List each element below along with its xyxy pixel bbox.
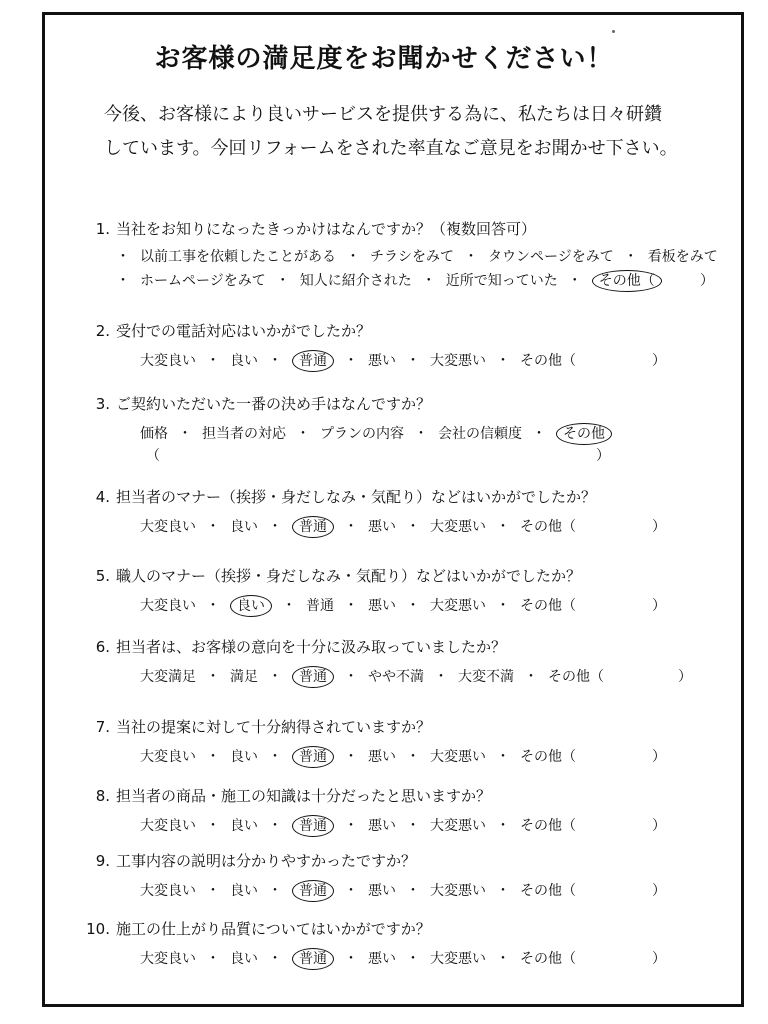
- question-text: 担当者の商品・施工の知識は十分だったと思いますか？: [116, 787, 492, 805]
- option-separator: ・: [524, 669, 538, 685]
- option-separator: ・: [567, 273, 582, 289]
- selected-option[interactable]: 普通: [292, 948, 334, 970]
- option-separator: ・: [496, 951, 510, 967]
- paren-close: ）: [652, 749, 666, 765]
- option-separator: ・: [206, 883, 220, 899]
- option[interactable]: その他（: [520, 883, 576, 899]
- option-separator: ・: [268, 749, 282, 765]
- question-7: [82, 716, 431, 737]
- option[interactable]: 大変良い: [140, 598, 196, 614]
- option-separator: ・: [496, 519, 510, 535]
- option-separator: ・: [206, 353, 220, 369]
- option-row: [140, 595, 576, 615]
- question-text: 担当者は、お客様の意向を十分に汲み取っていましたか？: [116, 638, 507, 656]
- option-separator: ・: [406, 353, 420, 369]
- option[interactable]: 知人に紹介された: [299, 273, 412, 289]
- option[interactable]: ホームページをみて: [140, 273, 266, 289]
- option-separator: ・: [344, 519, 358, 535]
- intro-line-2: しています。今回リフォームをされた率直なご意見をお聞かせ下さい。: [104, 138, 678, 159]
- question-number: 1.: [95, 220, 110, 238]
- question-number: 10.: [86, 920, 110, 938]
- selected-option[interactable]: 普通: [292, 666, 334, 688]
- option-row: [140, 516, 576, 536]
- option[interactable]: 担当者の対応: [202, 426, 286, 442]
- option-separator: ・: [206, 951, 220, 967]
- option[interactable]: 大変良い: [140, 818, 196, 834]
- option[interactable]: その他（: [520, 749, 576, 765]
- question-number: 7.: [95, 718, 110, 736]
- option[interactable]: 良い: [230, 353, 258, 369]
- option-separator: ・: [532, 426, 546, 442]
- option[interactable]: 悪い: [368, 353, 396, 369]
- option-separator: ・: [268, 353, 282, 369]
- option[interactable]: その他（: [520, 598, 576, 614]
- question-number: 2.: [95, 322, 110, 340]
- option-row: [140, 666, 604, 686]
- selected-option[interactable]: 普通: [292, 880, 334, 902]
- option-separator: ・: [434, 669, 448, 685]
- option[interactable]: 普通: [306, 598, 334, 614]
- option-separator: ・: [406, 951, 420, 967]
- option-row: [140, 880, 576, 900]
- option[interactable]: 近所で知っていた: [445, 273, 558, 289]
- option-separator: ・: [344, 818, 358, 834]
- option-separator: ・: [116, 249, 130, 265]
- question-text: 当社の提案に対して十分納得されていますか？: [116, 718, 432, 736]
- option[interactable]: 悪い: [368, 951, 396, 967]
- question-number: 3.: [95, 395, 110, 413]
- option[interactable]: 悪い: [368, 519, 396, 535]
- option[interactable]: その他（: [520, 818, 576, 834]
- option-separator: ・: [268, 669, 282, 685]
- option[interactable]: 大変良い: [140, 353, 196, 369]
- option[interactable]: 看板をみて: [647, 249, 718, 265]
- option-separator: ・: [268, 883, 282, 899]
- option[interactable]: 大変良い: [140, 519, 196, 535]
- option[interactable]: その他（: [520, 519, 576, 535]
- option-separator: ・: [496, 749, 510, 765]
- option[interactable]: 良い: [230, 818, 258, 834]
- option[interactable]: 大変悪い: [430, 519, 486, 535]
- paren-open: （: [146, 448, 160, 464]
- option[interactable]: その他（: [520, 353, 576, 369]
- option-separator: ・: [464, 249, 478, 265]
- option[interactable]: 悪い: [368, 818, 396, 834]
- option[interactable]: 大変良い: [140, 951, 196, 967]
- question-number: 8.: [95, 787, 110, 805]
- option[interactable]: 価格: [140, 426, 168, 442]
- option[interactable]: 良い: [230, 951, 258, 967]
- option-separator: ・: [178, 426, 192, 442]
- option[interactable]: 悪い: [368, 749, 396, 765]
- option-separator: ・: [344, 669, 358, 685]
- selected-option[interactable]: 普通: [292, 746, 334, 768]
- paren-close: ）: [596, 448, 610, 464]
- question-text: 工事内容の説明は分かりやすかったですか？: [116, 852, 417, 870]
- option[interactable]: 大変悪い: [430, 749, 486, 765]
- option-separator: ・: [623, 249, 638, 265]
- option[interactable]: 大変良い: [140, 883, 196, 899]
- option[interactable]: 大変悪い: [430, 353, 486, 369]
- option-separator: ・: [206, 598, 220, 614]
- option-separator: ・: [344, 749, 358, 765]
- paren-close: ）: [652, 883, 666, 899]
- option[interactable]: その他（: [548, 669, 604, 685]
- question-text: 担当者のマナー（挨拶・身だしなみ・気配り）などはいかがでしたか？: [116, 488, 597, 506]
- question-number: 5.: [95, 567, 110, 585]
- option-separator: ・: [406, 519, 420, 535]
- option-separator: ・: [496, 598, 510, 614]
- paren-close: ）: [678, 669, 692, 685]
- question-number: 9.: [95, 852, 110, 870]
- option-separator: ・: [268, 951, 282, 967]
- option-row: [140, 948, 576, 968]
- question-number: 6.: [95, 638, 110, 656]
- question-1: [82, 218, 536, 239]
- option-separator: ・: [344, 598, 358, 614]
- option-row: [140, 746, 576, 766]
- paren-close: ）: [700, 273, 714, 289]
- option-row: [106, 246, 718, 266]
- selected-option[interactable]: その他: [556, 423, 612, 445]
- survey-title: お客様の満足度をお聞かせください！: [154, 44, 614, 74]
- question-5: [82, 565, 581, 586]
- option-separator: ・: [206, 818, 220, 834]
- option[interactable]: 大変悪い: [430, 951, 486, 967]
- option-separator: ・: [206, 669, 220, 685]
- option-row: [106, 270, 662, 290]
- selected-option[interactable]: 普通: [292, 815, 334, 837]
- question-text: ご契約いただいた一番の決め手はなんですか？: [116, 395, 432, 413]
- question-10: [82, 918, 431, 939]
- option[interactable]: 悪い: [368, 883, 396, 899]
- option[interactable]: 良い: [230, 519, 258, 535]
- question-text: 施工の仕上がり品質についてはいかがですか？: [116, 920, 431, 938]
- option[interactable]: 良い: [230, 883, 258, 899]
- option-separator: ・: [296, 426, 310, 442]
- option[interactable]: 大変悪い: [430, 883, 486, 899]
- option-separator: ・: [275, 273, 290, 289]
- option[interactable]: やや不満: [368, 669, 424, 685]
- option[interactable]: タウンページをみて: [488, 249, 614, 265]
- option-separator: ・: [206, 749, 220, 765]
- option[interactable]: 大変不満: [458, 669, 514, 685]
- option[interactable]: プランの内容: [320, 426, 404, 442]
- option-separator: ・: [414, 426, 428, 442]
- intro-line-1: 今後、お客様により良いサービスを提供する為に、私たちは日々研鑽: [104, 104, 662, 125]
- paren-close: ）: [652, 598, 666, 614]
- question-text: 職人のマナー（挨拶・身だしなみ・気配り）などはいかがでしたか？: [116, 567, 582, 585]
- question-3: [82, 393, 431, 414]
- question-8: [82, 785, 491, 806]
- option[interactable]: その他（: [520, 951, 576, 967]
- option[interactable]: 以前工事を依頼したことがある: [140, 249, 336, 265]
- question-number: 4.: [95, 488, 110, 506]
- paren-close: ）: [652, 818, 666, 834]
- option-separator: ・: [344, 353, 358, 369]
- option[interactable]: 大変悪い: [430, 818, 486, 834]
- paren-close: ）: [652, 353, 666, 369]
- option-separator: ・: [344, 883, 358, 899]
- paren-close: ）: [652, 951, 666, 967]
- option-separator: ・: [496, 353, 510, 369]
- option-separator: ・: [116, 273, 130, 289]
- option-separator: ・: [406, 598, 420, 614]
- option-separator: ・: [344, 951, 358, 967]
- question-text: 受付での電話対応はいかがでしたか？: [116, 322, 372, 340]
- option-separator: ・: [406, 883, 420, 899]
- option-separator: ・: [268, 519, 282, 535]
- option-separator: ・: [406, 818, 420, 834]
- option-row: [140, 815, 576, 835]
- question-text: 当社をお知りになったきっかけはなんですか？（複数回答可）: [116, 220, 537, 238]
- option-separator: ・: [346, 249, 360, 265]
- option-row: [140, 423, 612, 443]
- scan-speck: [612, 30, 615, 33]
- option-separator: ・: [406, 749, 420, 765]
- selected-option[interactable]: 普通: [292, 350, 334, 372]
- option[interactable]: 良い: [230, 749, 258, 765]
- option-separator: ・: [282, 598, 296, 614]
- option[interactable]: 大変悪い: [430, 598, 486, 614]
- option-row: [140, 350, 576, 370]
- question-9: [82, 850, 416, 871]
- option-separator: ・: [268, 818, 282, 834]
- question-2: [82, 320, 371, 341]
- paren-close: ）: [652, 519, 666, 535]
- option[interactable]: 大変良い: [140, 749, 196, 765]
- option[interactable]: 大変満足: [140, 669, 196, 685]
- option[interactable]: 満足: [230, 669, 258, 685]
- selected-option[interactable]: 良い: [230, 595, 272, 617]
- selected-option[interactable]: 普通: [292, 516, 334, 538]
- question-4: [82, 486, 596, 507]
- question-6: [82, 636, 506, 657]
- option[interactable]: 悪い: [368, 598, 396, 614]
- option[interactable]: チラシをみて: [370, 249, 454, 265]
- option-separator: ・: [421, 273, 436, 289]
- option-separator: ・: [496, 818, 510, 834]
- selected-option[interactable]: その他（: [592, 270, 662, 292]
- option[interactable]: 会社の信頼度: [438, 426, 522, 442]
- option-separator: ・: [206, 519, 220, 535]
- option-separator: ・: [496, 883, 510, 899]
